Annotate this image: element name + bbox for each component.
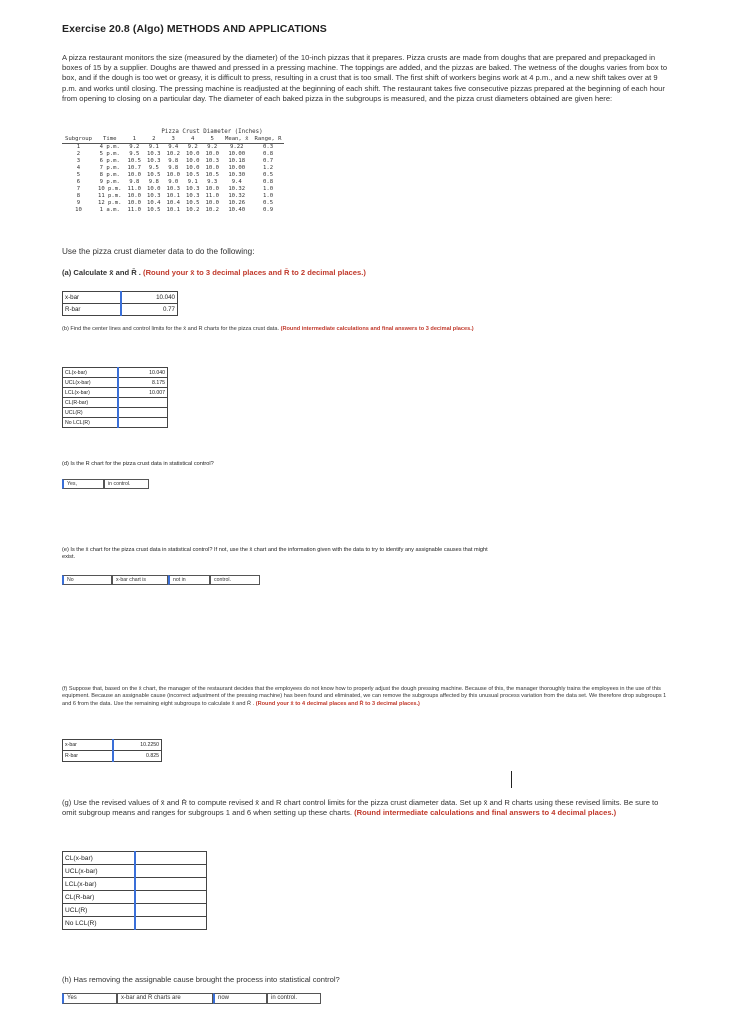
table-cell: 6 [76, 179, 81, 185]
table-cell: 5 p.m. [99, 151, 120, 157]
table-title: Pizza Crust Diameter (Inches) [161, 129, 263, 135]
part-a-question [62, 268, 366, 277]
table-row [62, 172, 284, 179]
table-cell: 0.5 [262, 172, 274, 178]
table-cell: 1 [76, 144, 81, 150]
part-g-row-input[interactable] [135, 852, 207, 865]
table-cell: 10.0 [205, 165, 219, 171]
part-b-row-label: UCL(x-bar) [63, 378, 118, 388]
table-cell: 0.8 [262, 151, 274, 157]
table-row [62, 200, 284, 207]
table-cell: 11.0 [127, 186, 142, 192]
part-f-xbar-input[interactable]: 10.2250 [113, 740, 162, 751]
part-b-row [63, 398, 168, 408]
table-header-cell: Mean, x̄ [222, 136, 252, 144]
part-f-label-rbar: R-bar [63, 751, 113, 762]
part-f-question [62, 686, 668, 708]
part-g-row [63, 865, 207, 878]
table-cell: 8 [76, 193, 81, 199]
part-b-row-input[interactable] [118, 418, 168, 428]
table-row [62, 179, 284, 186]
table-cell: 10.5 [147, 207, 161, 213]
table-cell: 11.0 [127, 207, 142, 213]
table-cell: 10.3 [185, 193, 200, 199]
table-cell: 10.32 [228, 193, 246, 199]
table-cell: 10.3 [147, 151, 161, 157]
table-cell: 10.2 [166, 151, 180, 157]
part-e-answer-2[interactable]: x-bar chart is [112, 575, 168, 585]
part-h-question: (h) Has removing the assignable cause brought the process into statistical control? [62, 975, 340, 984]
table-cell: 10.30 [228, 172, 246, 178]
table-cell: 10.5 [147, 172, 161, 178]
table-cell: 9.8 [129, 179, 140, 185]
table-header-row [62, 136, 284, 144]
table-cell: 9.1 [187, 179, 198, 185]
table-cell: 1.0 [262, 193, 274, 199]
table-cell: 12 p.m. [97, 200, 122, 206]
part-g-row [63, 852, 207, 865]
table-cell: 10.2 [205, 207, 219, 213]
table-cell: 6 p.m. [99, 158, 120, 164]
table-row [62, 193, 284, 200]
table-cell: 10.4 [166, 200, 180, 206]
table-header-cell: Range, R [252, 136, 285, 144]
table-cell: 7 p.m. [99, 165, 120, 171]
table-cell: 10.5 [127, 158, 142, 164]
part-g-answer-grid [62, 851, 207, 930]
table-cell: 10.2 [185, 207, 200, 213]
table-cell: 10.32 [228, 186, 246, 192]
part-g-row [63, 891, 207, 904]
part-b-row-label: CL(x-bar) [63, 368, 118, 378]
table-cell: 0.5 [262, 200, 274, 206]
part-e-answer-1[interactable]: No [62, 575, 112, 585]
part-b-question-text: (b) Find the center lines and control limits for the x̄ and R charts for the pizza crust data. [62, 326, 280, 332]
table-row [62, 151, 284, 158]
part-b-row [63, 418, 168, 428]
part-d-question: (d) Is the R chart for the pizza crust data in statistical control? [62, 461, 214, 467]
table-cell: 4 [76, 165, 81, 171]
table-cell: 10.0 [127, 200, 142, 206]
part-e-question: (e) Is the x̄ chart for the pizza crust data in statistical control? If not, use the x̄ chart and the information given with the data to try to identify any assignable causes that might exist. [62, 547, 488, 561]
table-cell: 10.00 [228, 165, 246, 171]
table-header-cell: 4 [183, 136, 202, 144]
part-b-row [63, 378, 168, 388]
table-cell: 11.0 [205, 193, 219, 199]
table-cell: 1.0 [262, 186, 274, 192]
part-a-question-text: (a) Calculate x̄ and R̄ . [62, 268, 141, 277]
part-b-row-label: UCL(R) [63, 408, 118, 418]
table-cell: 10.0 [127, 193, 142, 199]
exercise-title: Exercise 20.8 (Algo) METHODS AND APPLICATIONS [62, 23, 327, 35]
part-g-row-label: UCL(R) [63, 904, 135, 917]
part-g-note: (Round intermediate calculations and final answers to 4 decimal places.) [354, 808, 617, 817]
part-f-label-xbar: x-bar [63, 740, 113, 751]
part-b-row-input[interactable] [118, 408, 168, 418]
part-d-answer-1[interactable]: Yes, [62, 479, 104, 489]
part-b-row-label: No LCL(R) [63, 418, 118, 428]
table-cell: 10.0 [185, 158, 200, 164]
part-b-row-input[interactable] [118, 398, 168, 408]
table-cell: 9.5 [148, 165, 159, 171]
part-g-question-text: (g) Use the revised values of x̄ and R̄ to compute revised x̄ and R chart control limits for the pizza crust diameter data. Set up x̄ and R charts using these revised limits. Be sure to omit subgroup means and ranges for subgroups 1 and 6 when setting up these charts. [62, 798, 659, 817]
part-g-row-label: UCL(x-bar) [63, 865, 135, 878]
table-cell: 0.3 [262, 144, 274, 150]
table-cell: 10.5 [205, 172, 219, 178]
table-row [62, 158, 284, 165]
part-f-note: (Round your x̄ to 4 decimal places and R̄ to 3 decimal places.) [255, 700, 420, 707]
table-cell: 9.1 [148, 144, 159, 150]
part-b-row [63, 388, 168, 398]
part-g-row [63, 917, 207, 930]
part-h-answer-4[interactable]: in control. [267, 993, 321, 1004]
table-header-cell: 2 [144, 136, 163, 144]
text-cursor [511, 771, 512, 788]
table-cell: 10.0 [147, 186, 161, 192]
part-g-row-label: LCL(x-bar) [63, 878, 135, 891]
part-f-rbar-input[interactable]: 0.825 [113, 751, 162, 762]
table-row [62, 207, 284, 214]
table-cell: 10 p.m. [97, 186, 122, 192]
part-g-row-label: CL(R-bar) [63, 891, 135, 904]
part-h-answer-2[interactable]: x-bar and R charts are [117, 993, 213, 1004]
part-g-question [62, 798, 662, 818]
part-a-answer-grid [62, 291, 178, 316]
part-g-row-input[interactable] [135, 891, 207, 904]
table-cell: 9.0 [168, 179, 179, 185]
table-cell: 9.8 [148, 179, 159, 185]
part-g-row-input[interactable] [135, 904, 207, 917]
table-header-cell: 5 [202, 136, 221, 144]
table-cell: 10.5 [185, 172, 200, 178]
part-b-row [63, 408, 168, 418]
table-cell: 10.00 [228, 151, 246, 157]
part-g-row [63, 904, 207, 917]
table-cell: 4 p.m. [99, 144, 120, 150]
table-cell: 9.2 [207, 144, 218, 150]
table-cell: 9 [76, 200, 81, 206]
table-row [62, 186, 284, 193]
table-cell: 7 [76, 186, 81, 192]
table-cell: 11 p.m. [97, 193, 122, 199]
table-cell: 10.0 [205, 151, 219, 157]
table-cell: 10.40 [228, 207, 246, 213]
table-cell: 9.3 [207, 179, 218, 185]
table-cell: 10.0 [185, 151, 200, 157]
table-cell: 10.0 [205, 186, 219, 192]
table-cell: 9.2 [187, 144, 198, 150]
table-cell: 9.8 [168, 165, 179, 171]
table-cell: 10.26 [228, 200, 246, 206]
intro-paragraph: A pizza restaurant monitors the size (measured by the diameter) of the 10-inch pizzas that it prepares. Pizza crusts are made from doughs that are prepared and prepackaged in boxes of 15 by a supplier. Doughs are thawed and pressed in a pressing machine. The toppings are added, and the pizzas are baked. The wetness of the doughs varies from box to box, and if the dough is too wet or greasy, it is difficult to press, resulting in a crust that is too small. The first shift of workers begins work at 4 p.m., and a new shift takes over at 9 p.m. and works until closing. The pressing machine is readjusted at the beginning of each shift. The restaurant takes five consecutive pizzas prepared at the beginning of each hour from opening to closing on a particular day. The diameter of each baked pizza in the subgroups is measured, and the pizza crust diameters obtained are given here: [62, 53, 668, 103]
part-a-label-xbar: x-bar [63, 292, 121, 304]
table-cell: 10.4 [147, 200, 161, 206]
table-cell: 0.7 [262, 158, 274, 164]
part-h-answer-1[interactable]: Yes [62, 993, 117, 1004]
table-cell: 9.8 [168, 158, 179, 164]
table-cell: 0.9 [262, 207, 274, 213]
table-cell: 10 [75, 207, 82, 213]
part-b-note: (Round intermediate calculations and final answers to 3 decimal places.) [280, 326, 474, 332]
part-e-answer-3[interactable]: not in [168, 575, 210, 585]
table-cell: 9.4 [168, 144, 179, 150]
table-cell: 10.3 [185, 186, 200, 192]
part-b-row-input[interactable]: 10.040 [118, 368, 168, 378]
table-cell: 10.3 [205, 158, 219, 164]
table-cell: 10.0 [205, 200, 219, 206]
table-cell: 1.2 [262, 165, 274, 171]
table-header-cell: 1 [125, 136, 144, 144]
part-e-answer-4[interactable]: control. [210, 575, 260, 585]
table-cell: 9.5 [129, 151, 140, 157]
part-g-row [63, 878, 207, 891]
table-cell: 1 a.m. [99, 207, 120, 213]
table-cell: 3 [76, 158, 81, 164]
part-a-label-rbar: R-bar [63, 304, 121, 316]
table-row [62, 165, 284, 172]
table-cell: 10.3 [166, 186, 180, 192]
table-cell: 10.0 [127, 172, 142, 178]
part-b-row [63, 368, 168, 378]
part-b-question [62, 326, 482, 333]
table-cell: 10.3 [147, 193, 161, 199]
part-g-row-input[interactable] [135, 865, 207, 878]
table-cell: 2 [76, 151, 81, 157]
table-cell: 10.1 [166, 207, 180, 213]
part-g-row-label: CL(x-bar) [63, 852, 135, 865]
instruction-text: Use the pizza crust diameter data to do the following: [62, 247, 255, 256]
part-g-row-input[interactable] [135, 878, 207, 891]
table-cell: 10.1 [166, 193, 180, 199]
table-cell: 10.5 [185, 200, 200, 206]
part-h-answer-3[interactable]: now [213, 993, 267, 1004]
part-b-row-input[interactable]: 8.175 [118, 378, 168, 388]
table-cell: 10.7 [127, 165, 142, 171]
table-cell: 9.2 [129, 144, 140, 150]
table-row [62, 144, 284, 152]
table-header-cell: Subgroup [62, 136, 95, 144]
part-f-answer-grid [62, 739, 162, 762]
table-cell: 8 p.m. [99, 172, 120, 178]
part-a-xbar-input[interactable]: 10.040 [121, 292, 178, 304]
data-table [62, 136, 284, 214]
table-header-cell: Time [95, 136, 125, 144]
table-cell: 5 [76, 172, 81, 178]
table-body [62, 144, 284, 215]
part-b-row-input[interactable]: 10.007 [118, 388, 168, 398]
table-cell: 10.0 [185, 165, 200, 171]
part-b-row-label: CL(R-bar) [63, 398, 118, 408]
table-cell: 0.8 [262, 179, 274, 185]
part-f-question-text: (f) Suppose that, based on the x̄ chart, the manager of the restaurant decides that the employees do not know how to properly adjust the dough pressing machine. Because of this, the manager thoroughly trains the employees in the use of this equipment. Because an assignable cause (incorrect adjustment of the pressing machine) has been found and eliminated, we can remove the subgroups affected by this unusual process variation from the data set. We therefore drop subgroups 1 and 6 from the data. Use the remaining eight subgroups to calculate x̄ and R̄ . [62, 686, 667, 707]
table-cell: 10.3 [147, 158, 161, 164]
table-cell: 10.18 [228, 158, 246, 164]
table-header-cell: 3 [164, 136, 183, 144]
part-a-rbar-input[interactable]: 0.77 [121, 304, 178, 316]
table-cell: 10.0 [166, 172, 180, 178]
part-b-row-label: LCL(x-bar) [63, 388, 118, 398]
part-a-note: (Round your x̄ to 3 decimal places and R̄ to 2 decimal places.) [143, 268, 366, 277]
part-d-answer-2[interactable]: in control. [104, 479, 149, 489]
table-cell: 9 p.m. [99, 179, 120, 185]
table-cell: 9.4 [231, 179, 242, 185]
table-cell: 9.22 [230, 144, 244, 150]
part-g-row-input[interactable] [135, 917, 207, 930]
part-b-answer-grid [62, 367, 168, 428]
part-g-row-label: No LCL(R) [63, 917, 135, 930]
